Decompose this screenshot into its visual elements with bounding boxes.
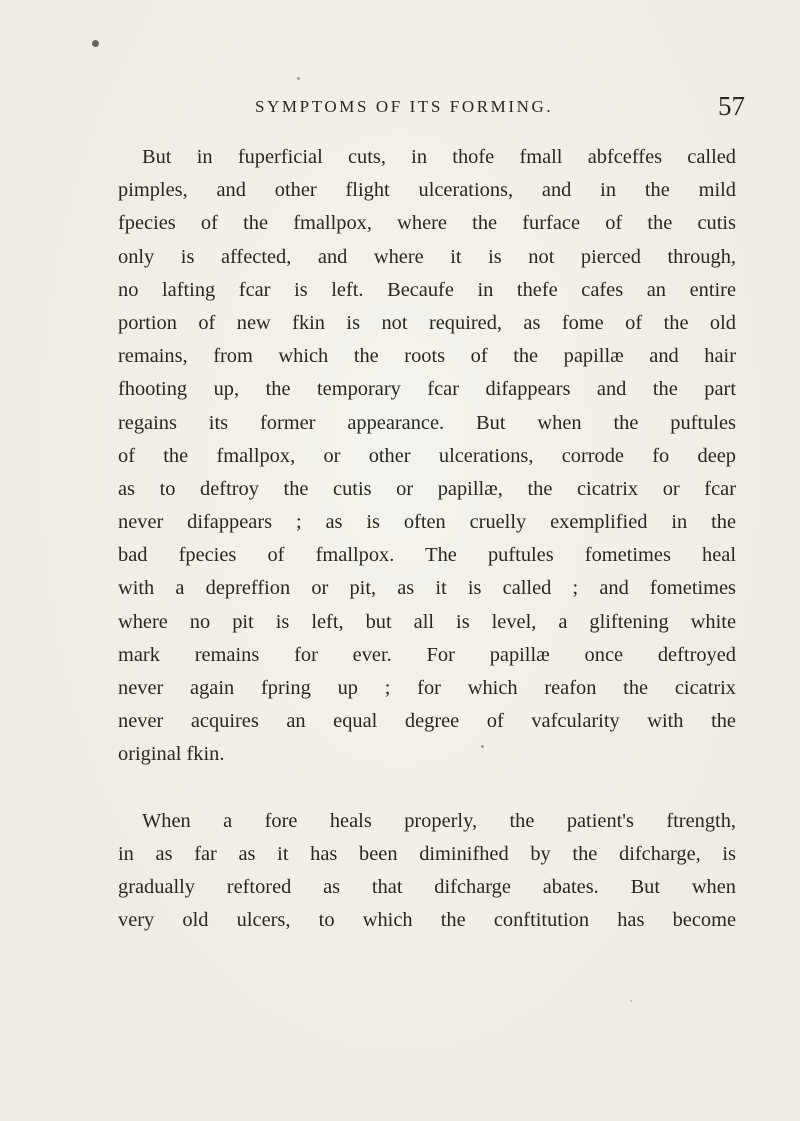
text-line: fhooting up, the temporary fcar difappears and the part bbox=[118, 378, 736, 401]
text-line: But in fuperficial cuts, in thofe fmall abfceffes called bbox=[142, 146, 736, 168]
text-line: in as far as it has been diminifhed by the difcharge, is bbox=[118, 842, 736, 865]
paragraph-spacer bbox=[118, 772, 736, 805]
page-number: 57 bbox=[718, 91, 745, 121]
text-line: When a fore heals properly, the patient's ftrength, bbox=[142, 809, 736, 832]
text-line: with a depreffion or pit, as it is called ; and fometimes bbox=[118, 577, 736, 600]
text-line: never again fpring up ; for which reafon the cicatrix bbox=[118, 677, 736, 699]
running-head: SYMPTOMS OF ITS FORMING. bbox=[255, 97, 554, 116]
text-line: mark remains for ever. For papillæ once deftroyed bbox=[118, 643, 736, 666]
ink-speck bbox=[630, 1000, 632, 1002]
text-line: regains its former appearance. But when the puftules bbox=[118, 411, 736, 434]
body-text bbox=[118, 141, 736, 937]
ink-speck bbox=[92, 40, 99, 47]
text-line: pimples, and other flight ulcerations, and in the mild bbox=[118, 179, 736, 202]
paragraph bbox=[118, 141, 736, 772]
text-line: no lafting fcar is left. Becaufe in thefe cafes an entire bbox=[118, 278, 736, 301]
text-line: as to deftroy the cutis or papillæ, the cicatrix or fcar bbox=[118, 477, 736, 500]
paragraph bbox=[118, 805, 736, 938]
text-line: very old ulcers, to which the conftitution has become bbox=[118, 909, 736, 932]
text-line: of the fmallpox, or other ulcerations, corrode fo deep bbox=[118, 444, 736, 467]
ink-speck bbox=[297, 77, 300, 80]
text-line: gradually reftored as that difcharge abates. But when bbox=[118, 875, 736, 898]
text-line: portion of new fkin is not required, as fome of the old bbox=[118, 311, 736, 334]
text-line: fpecies of the fmallpox, where the furface of the cutis bbox=[118, 212, 736, 235]
text-line: never acquires an equal degree of vafcularity with the bbox=[118, 710, 736, 733]
page-header bbox=[255, 93, 745, 127]
text-line: only is affected, and where it is not pierced through, bbox=[118, 245, 736, 268]
text-line: where no pit is left, but all is level, a gliftening white bbox=[118, 610, 736, 633]
text-line: original fkin. bbox=[118, 743, 225, 766]
text-line: bad fpecies of fmallpox. The puftules fometimes heal bbox=[118, 544, 736, 567]
text-line: never difappears ; as is often cruelly exemplified in the bbox=[118, 511, 736, 534]
text-line: remains, from which the roots of the papillæ and hair bbox=[118, 345, 736, 368]
